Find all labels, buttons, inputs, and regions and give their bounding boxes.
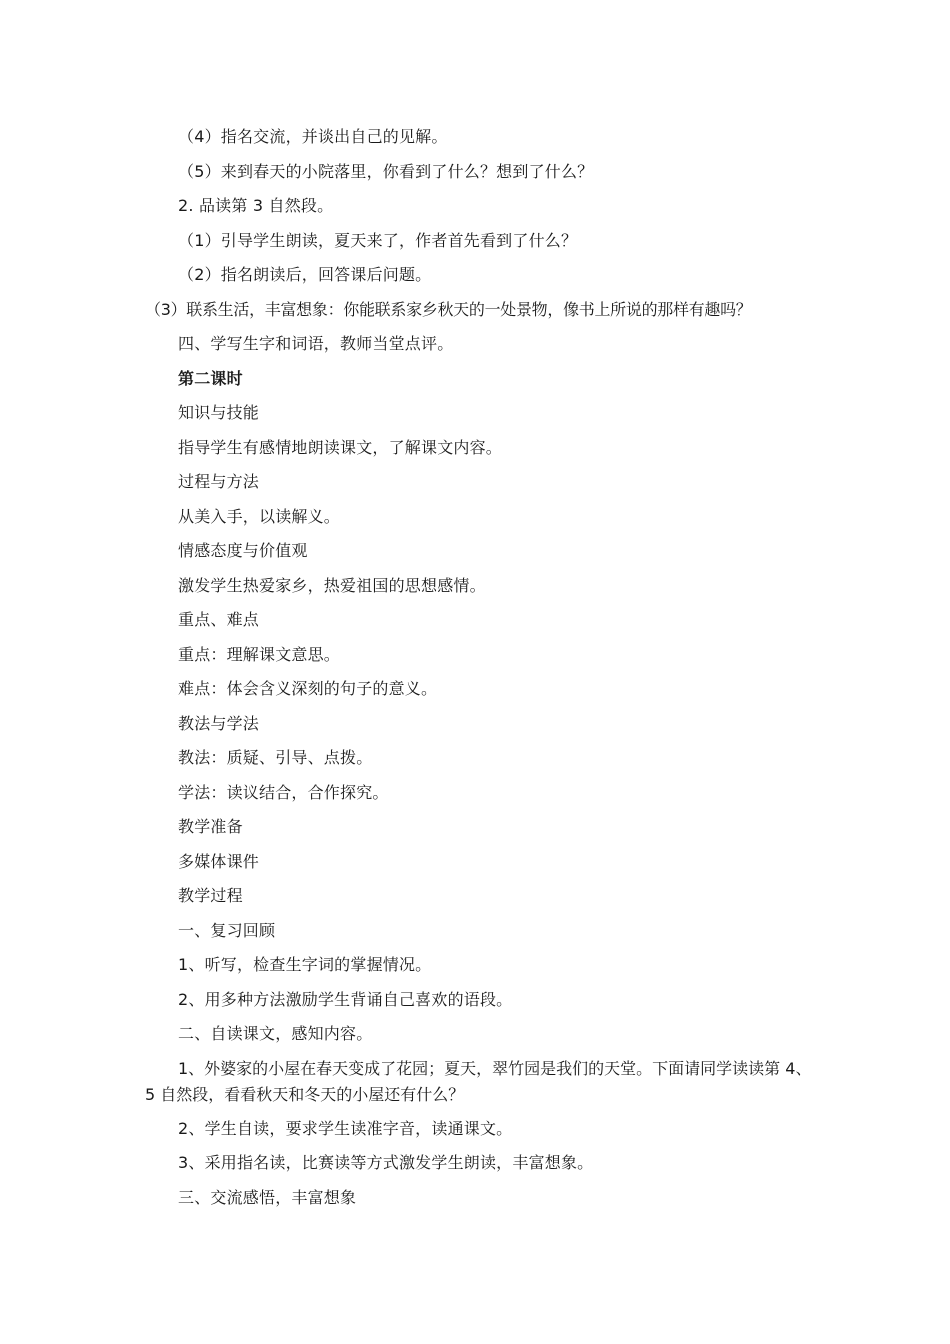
paragraph-line: 多媒体课件 bbox=[178, 851, 260, 871]
paragraph-line: 知识与技能 bbox=[178, 403, 260, 422]
paragraph-line: （4）指名交流，并谈出自己的见解。 bbox=[178, 127, 448, 146]
paragraph-line: 一、复习回顾 bbox=[178, 920, 276, 940]
paragraph-line: 重点：理解课文意思。 bbox=[178, 644, 341, 664]
paragraph-line: 四、学写生字和词语，教师当堂点评。 bbox=[178, 334, 454, 353]
paragraph-line: 教学准备 bbox=[178, 817, 243, 836]
paragraph-line: 重点、难点 bbox=[178, 610, 260, 629]
paragraph-line: 教法：质疑、引导、点拨。 bbox=[178, 748, 373, 767]
paragraph-line: 难点：体会含义深刻的句子的意义。 bbox=[178, 679, 438, 698]
paragraph-line: 2、学生自读，要求学生读准字音，读通课文。 bbox=[178, 1118, 513, 1138]
paragraph-line: 教法与学法 bbox=[178, 713, 260, 733]
paragraph-line: 从美入手，以读解义。 bbox=[178, 506, 341, 526]
paragraph-line: 激发学生热爱家乡，热爱祖国的思想感情。 bbox=[178, 575, 486, 595]
paragraph-line: 情感态度与价值观 bbox=[178, 541, 308, 560]
paragraph-line: （2）指名朗读后，回答课后问题。 bbox=[178, 265, 432, 284]
paragraph-line: （1）引导学生朗读，夏天来了，作者首先看到了什么？ bbox=[178, 230, 578, 250]
paragraph-line: 2. 品读第 3 自然段。 bbox=[178, 196, 334, 215]
paragraph-line: 2、用多种方法激励学生背诵自己喜欢的语段。 bbox=[178, 989, 513, 1009]
paragraph-line: 指导学生有感情地朗读课文，了解课文内容。 bbox=[178, 437, 503, 457]
paragraph-line: 学法：读议结合，合作探究。 bbox=[178, 782, 389, 802]
paragraph-line: 二、自读课文，感知内容。 bbox=[178, 1024, 373, 1043]
paragraph-line: （5）来到春天的小院落里，你看到了什么？想到了什么？ bbox=[178, 161, 594, 181]
paragraph-line: 教学过程 bbox=[178, 886, 243, 905]
section-heading: 第二课时 bbox=[178, 368, 243, 388]
paragraph-wrapped: 1、外婆家的小屋在春天变成了花园；夏天，翠竹园是我们的天堂。下面请同学读读第 4、5 自然段，看看秋天和冬天的小屋还有什么？ bbox=[145, 1058, 812, 1104]
paragraph-line: 3、采用指名读，比赛读等方式激发学生朗读，丰富想象。 bbox=[178, 1153, 594, 1172]
paragraph-line: （3）联系生活，丰富想象：你能联系家乡秋天的一处景物，像书上所说的那样有趣吗？ bbox=[145, 299, 752, 319]
document-body bbox=[145, 120, 825, 1215]
paragraph-line: 三、交流感悟，丰富想象 bbox=[178, 1187, 357, 1207]
paragraph-line: 过程与方法 bbox=[178, 472, 260, 491]
paragraph-line: 1、听写，检查生字词的掌握情况。 bbox=[178, 955, 432, 974]
